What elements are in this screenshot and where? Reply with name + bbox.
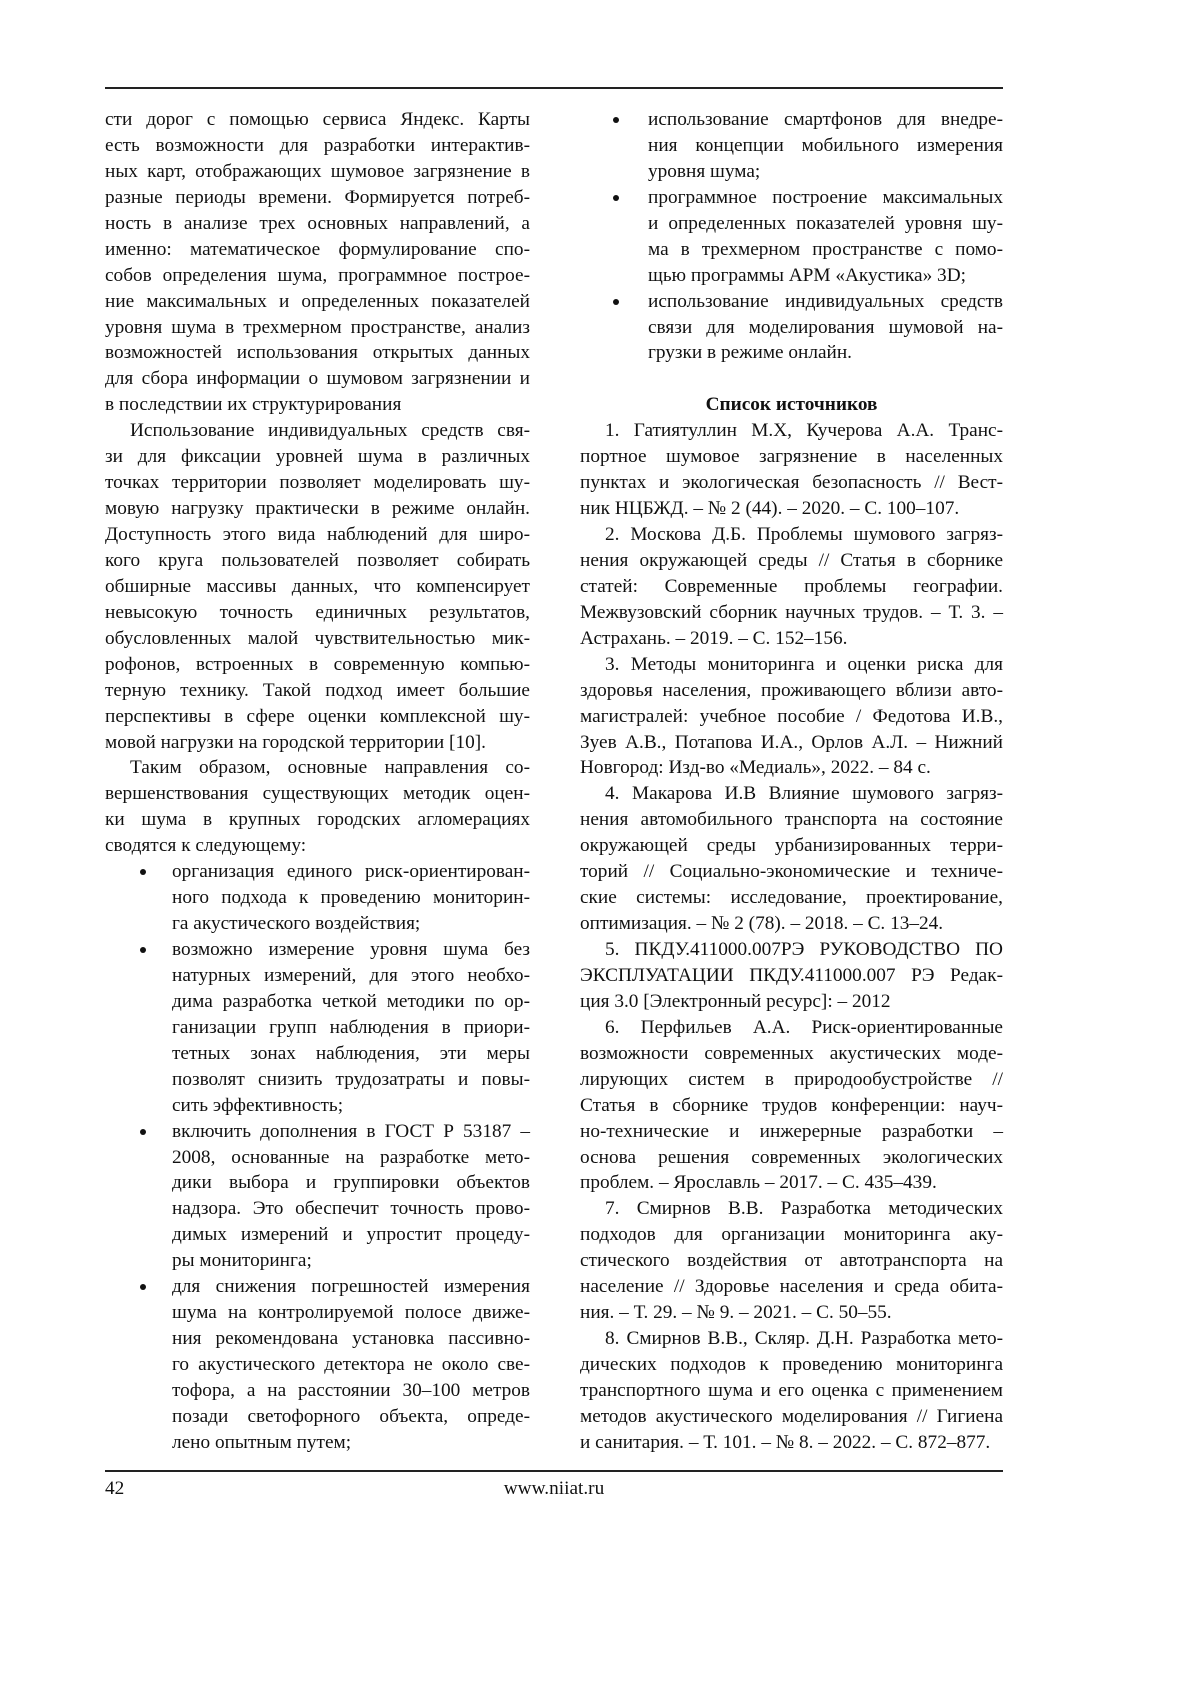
text-line: уровня шума в трехмерном пространстве, анализ <box>105 315 530 341</box>
paragraph <box>580 1326 1003 1456</box>
text-line: ние максимальных и определенных показателей <box>105 289 530 315</box>
text-line: ма в трехмерном пространстве с помо- <box>648 237 1003 263</box>
text-line: лено опытным путем; <box>172 1430 530 1456</box>
paragraph <box>580 937 1003 1015</box>
paragraph <box>580 1196 1003 1326</box>
text-line: оптимизация. – № 2 (78). – 2018. – С. 13–24. <box>580 911 1003 937</box>
text-line: га акустического воздействия; <box>172 911 530 937</box>
text-line: и санитария. – Т. 101. – № 8. – 2022. – С. 872–877. <box>580 1430 1003 1456</box>
text-line: население // Здоровье населения и среда обита- <box>580 1274 1003 1300</box>
text-line: использование индивидуальных средств <box>648 289 1003 315</box>
bullet-item <box>105 859 530 937</box>
text-line: ЭКСПЛУАТАЦИИ ПКДУ.411000.007 РЭ Редак- <box>580 963 1003 989</box>
text-line: шума на контролируемой полосе движе- <box>172 1300 530 1326</box>
text-line: стического воздействия от автотранспорта на <box>580 1248 1003 1274</box>
text-line: возможности современных акустических моде- <box>580 1041 1003 1067</box>
left-column <box>105 107 530 1456</box>
text-line: 5. ПКДУ.411000.007РЭ РУКОВОДСТВО ПО <box>580 937 1003 963</box>
text-line: ские системы: исследование, проектирование, <box>580 885 1003 911</box>
text-line: точках территории позволяет моделировать шу- <box>105 470 530 496</box>
text-line: ганизации групп наблюдения в приори- <box>172 1015 530 1041</box>
text-line: димых измерений и упростит процеду- <box>172 1222 530 1248</box>
text-line: тетных зонах наблюдения, эти меры <box>172 1041 530 1067</box>
text-line: в последствии их структурирования <box>105 392 530 418</box>
paragraph <box>580 652 1003 782</box>
text-line: позади светофорного объекта, опреде- <box>172 1404 530 1430</box>
text-line: сить эффективность; <box>172 1093 530 1119</box>
text-line: надзора. Это обеспечит точность прово- <box>172 1196 530 1222</box>
page-number: 42 <box>105 1478 124 1500</box>
text-line: ния. – Т. 29. – № 9. – 2021. – С. 50–55. <box>580 1300 1003 1326</box>
text-line: Межвузовский сборник научных трудов. – Т. 3. – <box>580 600 1003 626</box>
text-line: ник НЦБЖД. – № 2 (44). – 2020. – С. 100–107. <box>580 496 1003 522</box>
paragraph <box>580 1015 1003 1197</box>
text-line: натурных измерений, для этого необхо- <box>172 963 530 989</box>
paragraph <box>580 418 1003 522</box>
text-line: Статья в сборнике трудов конференции: науч- <box>580 1093 1003 1119</box>
website-link: www.niiat.ru <box>0 1478 1108 1500</box>
text-line: окружающей среды урбанизированных терри- <box>580 833 1003 859</box>
text-line: возможно измерение уровня шума без <box>172 937 530 963</box>
spacer <box>580 366 1003 392</box>
text-line: собов определения шума, программное построе- <box>105 263 530 289</box>
text-line: статей: Современные проблемы географии. <box>580 574 1003 600</box>
text-line: Новгород: Изд-во «Медиаль», 2022. – 84 с. <box>580 755 1003 781</box>
text-line: именно: математическое формулирование спо- <box>105 237 530 263</box>
text-line: дических подходов к проведению мониторинга <box>580 1352 1003 1378</box>
text-line: ры мониторинга; <box>172 1248 530 1274</box>
text-line: Использование индивидуальных средств свя- <box>105 418 530 444</box>
section-heading: Список источников <box>580 392 1003 418</box>
text-line: дики выбора и группировки объектов <box>172 1170 530 1196</box>
text-line: уровня шума; <box>648 159 1003 185</box>
text-line: кого круга пользователей позволяет собирать <box>105 548 530 574</box>
bullet-icon <box>140 1129 146 1135</box>
text-line: 7. Смирнов В.В. Разработка методических <box>580 1196 1003 1222</box>
paragraph <box>105 107 530 418</box>
text-line: ция 3.0 [Электронный ресурс]: – 2012 <box>580 989 1003 1015</box>
text-line: ки шума в крупных городских агломерациях <box>105 807 530 833</box>
bullet-item <box>580 107 1003 185</box>
bullet-icon <box>613 117 619 123</box>
bullet-item <box>105 937 530 1119</box>
text-line: основа решения современных экологических <box>580 1145 1003 1171</box>
bullet-icon <box>140 947 146 953</box>
text-line: обширные массивы данных, что компенсирует <box>105 574 530 600</box>
text-line: подходов для организации мониторинга аку- <box>580 1222 1003 1248</box>
text-line: вершенствования существующих методик оцен- <box>105 781 530 807</box>
text-line: го акустического детектора не около све- <box>172 1352 530 1378</box>
text-line: тофора, а на расстоянии 30–100 метров <box>172 1378 530 1404</box>
bullet-icon <box>140 869 146 875</box>
text-line: 8. Смирнов В.В., Скляр. Д.Н. Разработка мето- <box>580 1326 1003 1352</box>
text-line: щью программы АРМ «Акустика» 3D; <box>648 263 1003 289</box>
text-line: нения окружающей среды // Статья в сборнике <box>580 548 1003 574</box>
text-line: торий // Социально-экономические и техниче- <box>580 859 1003 885</box>
text-line: перспективы в сфере оценки комплексной шу- <box>105 704 530 730</box>
paragraph <box>580 781 1003 937</box>
text-line: использование смартфонов для внедре- <box>648 107 1003 133</box>
paragraph <box>105 755 530 859</box>
text-line: невысокую точность единичных результатов, <box>105 600 530 626</box>
paragraph <box>580 522 1003 652</box>
bullet-item <box>580 289 1003 367</box>
text-line: методов акустического моделирования // Гигиена <box>580 1404 1003 1430</box>
text-line: но-технические и инжерерные разработки – <box>580 1119 1003 1145</box>
text-line: ния рекомендована установка пассивно- <box>172 1326 530 1352</box>
text-line: 4. Макарова И.В Влияние шумового загряз- <box>580 781 1003 807</box>
text-line: грузки в режиме онлайн. <box>648 340 1003 366</box>
text-line: организация единого риск-ориентирован- <box>172 859 530 885</box>
text-line: зи для фиксации уровней шума в различных <box>105 444 530 470</box>
text-line: транспортного шума и его оценка с применением <box>580 1378 1003 1404</box>
bullet-icon <box>613 299 619 305</box>
text-line: 3. Методы мониторинга и оценки риска для <box>580 652 1003 678</box>
text-line: лирующих систем в природообустройстве // <box>580 1067 1003 1093</box>
text-line: терную технику. Такой подход имеет большие <box>105 678 530 704</box>
text-line: для сбора информации о шумовом загрязнении и <box>105 366 530 392</box>
bullet-icon <box>140 1284 146 1290</box>
text-line: рофонов, встроенных в современную компью- <box>105 652 530 678</box>
header-rule <box>105 87 1003 89</box>
text-line: 6. Перфильев А.А. Риск-ориентированные <box>580 1015 1003 1041</box>
bullet-item <box>105 1274 530 1456</box>
text-line: нения автомобильного транспорта на состояние <box>580 807 1003 833</box>
text-line: включить дополнения в ГОСТ Р 53187 – <box>172 1119 530 1145</box>
text-line: обусловленных малой чувствительностью мик- <box>105 626 530 652</box>
text-line: сводятся к следующему: <box>105 833 530 859</box>
text-line: для снижения погрешностей измерения <box>172 1274 530 1300</box>
text-line: 1. Гатиятуллин М.Х, Кучерова А.А. Транс- <box>580 418 1003 444</box>
text-line: возможностей использования открытых данных <box>105 340 530 366</box>
text-line: ного подхода к проведению мониторин- <box>172 885 530 911</box>
text-line: Доступность этого вида наблюдений для широ- <box>105 522 530 548</box>
bullet-item <box>580 185 1003 289</box>
text-line: пунктах и экологическая безопасность // Вест- <box>580 470 1003 496</box>
text-line: ность в анализе трех основных направлений, а <box>105 211 530 237</box>
text-line: связи для моделирования шумовой на- <box>648 315 1003 341</box>
text-line: и определенных показателей уровня шу- <box>648 211 1003 237</box>
text-line: ных карт, отображающих шумовое загрязнение в <box>105 159 530 185</box>
paragraph <box>105 418 530 755</box>
text-line: дима разработка четкой методики по ор- <box>172 989 530 1015</box>
text-line: 2008, основанные на разработке мето- <box>172 1145 530 1171</box>
text-line: сти дорог с помощью сервиса Яндекс. Карты <box>105 107 530 133</box>
text-line: мовой нагрузки на городской территории [10]. <box>105 730 530 756</box>
text-line: разные периоды времени. Формируется потреб- <box>105 185 530 211</box>
footer-rule <box>105 1470 1003 1472</box>
text-line: программное построение максимальных <box>648 185 1003 211</box>
text-line: здоровья населения, проживающего вблизи авто- <box>580 678 1003 704</box>
text-line: 2. Москова Д.Б. Проблемы шумового загряз- <box>580 522 1003 548</box>
text-line: Зуев А.В., Потапова И.А., Орлов А.Л. – Нижний <box>580 730 1003 756</box>
text-line: Таким образом, основные направления со- <box>105 755 530 781</box>
text-line: ния концепции мобильного измерения <box>648 133 1003 159</box>
text-line: позволят снизить трудозатраты и повы- <box>172 1067 530 1093</box>
text-line: портное шумовое загрязнение в населенных <box>580 444 1003 470</box>
text-line: есть возможности для разработки интерактив- <box>105 133 530 159</box>
text-line: мовую нагрузку практически в режиме онлайн. <box>105 496 530 522</box>
right-column <box>580 107 1003 1456</box>
text-line: магистралей: учебное пособие / Федотова И.В., <box>580 704 1003 730</box>
bullet-icon <box>613 195 619 201</box>
text-line: Астрахань. – 2019. – С. 152–156. <box>580 626 1003 652</box>
text-line: проблем. – Ярославль – 2017. – С. 435–439. <box>580 1170 1003 1196</box>
bullet-item <box>105 1119 530 1275</box>
